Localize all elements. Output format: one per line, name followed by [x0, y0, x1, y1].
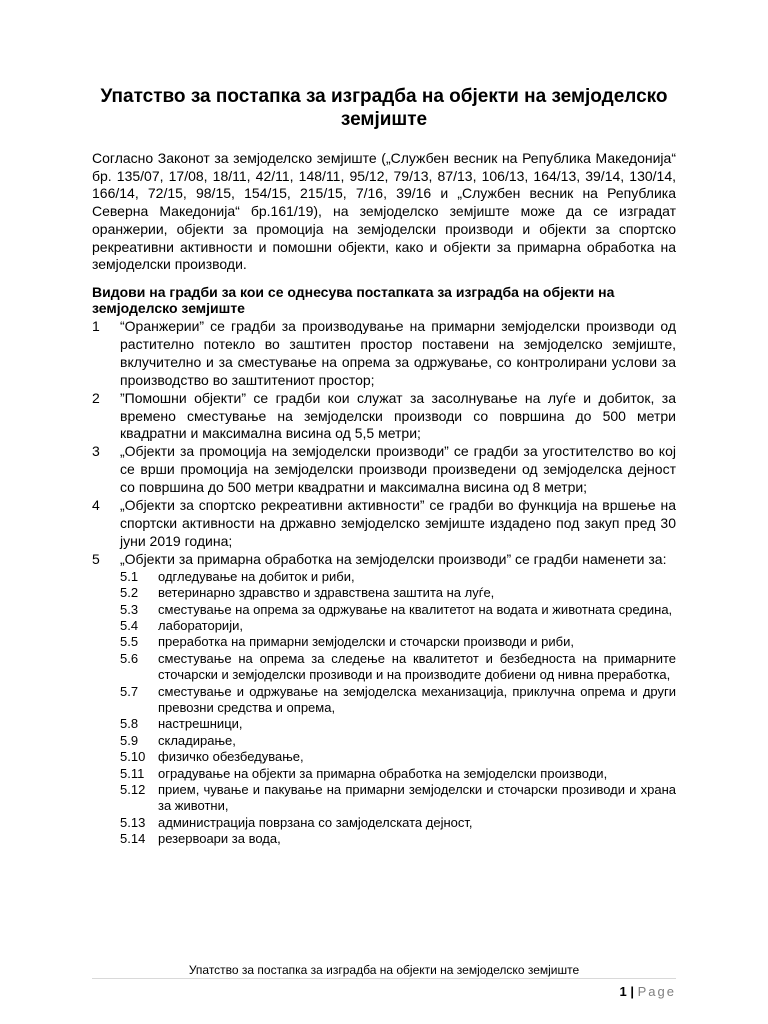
list-item	[92, 318, 676, 390]
sublist-item	[120, 634, 676, 650]
sublist-item	[120, 651, 676, 684]
page-word: Page	[637, 984, 676, 999]
sublist-item-text: преработка на примарни земјоделски и сточарски производи и риби,	[158, 634, 574, 650]
sublist-item-number: 5.12	[120, 781, 146, 797]
list-item-number: 5	[92, 550, 100, 567]
sublist-item-number: 5.4	[120, 617, 139, 633]
sublist-item-text: настрешници,	[158, 716, 243, 732]
list-item-number: 3	[92, 443, 100, 460]
sublist-item	[120, 585, 676, 601]
sublist-item-text: сместување на опрема за следење на квалитетот и безбедноста на примарните сточарски и земјоделски прозиводи и на производите добиени од нивна преработка,	[158, 650, 676, 683]
footer-divider	[92, 978, 676, 979]
list-item-text: “Оранжерии” се градби за производување на примарни земјоделски производи од растително потекло во заштитен простор поставени на земјоделско земјиште, вклучително и за сместување на опрема за одржување, со контролирани услови за производство во заштитениот простор;	[120, 318, 676, 388]
list-item-number: 2	[92, 389, 100, 406]
intro-paragraph: Согласно Законот за земјоделско земјиште („Службен весник на Република Македонија“ бр. 135/07, 17/08, 18/11, 42/11, 148/11, 95/12, 79/13, 87/13, 106/13, 164/13, 39/14, 130/14, 166/14, 72/15, 98/15, 154/15, 215/15, 7/16, 39/16 и „Службен весник на Република Северна Македонија“ бр.161/19), на земјоделско земјиште може да се изградат оранжерии, објекти за промоција на земјоделски производи и објекти за спортско рекреативни активности и помошни објекти, како и објекти за примарна обработка на земјоделски производи.	[92, 150, 676, 273]
sublist-item-number: 5.8	[120, 716, 139, 732]
sublist-item-text: складирање,	[158, 732, 236, 748]
page-number-separator: |	[630, 984, 634, 999]
building-types-list	[92, 318, 676, 848]
list-item-number: 4	[92, 497, 100, 514]
sublist-item-number: 5.7	[120, 683, 139, 699]
sublist-item-text: ветеринарно здравство и здравствена заштита на луѓе,	[158, 585, 495, 601]
page-number	[560, 984, 676, 1000]
sublist-item	[120, 569, 676, 585]
sublist-item-number: 5.9	[120, 732, 139, 748]
sublist-item	[120, 716, 676, 732]
sublist-item-text: лабораторији,	[158, 617, 243, 633]
document-title: Упатство за постапка за изградба на објекти на земјоделско земјиште	[100, 86, 668, 130]
sublist-item	[120, 831, 676, 847]
sublist-item	[120, 782, 676, 815]
sublist-item	[120, 684, 676, 717]
list-item-text: „Објекти за примарна обработка на земјоделски производи” се градби наменети за:	[120, 550, 667, 567]
list-item-number: 1	[92, 318, 100, 334]
sublist-item	[120, 766, 676, 782]
page-number-value: 1	[619, 984, 627, 999]
sublist-item	[120, 618, 676, 634]
sublist-item-text: прием, чување и пакување на примарни земјоделски и сточарски прозиводи и храна за животни,	[158, 781, 676, 814]
sublist-item-number: 5.13	[120, 814, 146, 830]
footer-title: Упатство за постапка за изградба на објекти на земјоделско земјиште	[188, 963, 580, 977]
sublist-item-text: сместување и одржување на земјоделска механизација, приклучна опрема и други превозни средства и опрема,	[158, 683, 676, 715]
sublist-item-number: 5.2	[120, 585, 139, 601]
sublist-item	[120, 749, 676, 765]
sublist-item-text: оградување на објекти за примарна обработка на земјоделски производи,	[158, 765, 608, 781]
sublist-item-text: администрација поврзана со замјоделската дејност,	[158, 814, 473, 830]
sublist-item-number: 5.1	[120, 568, 139, 584]
sublist-item-number: 5.3	[120, 601, 139, 617]
sublist	[120, 569, 676, 848]
sublist-item-number: 5.14	[120, 831, 146, 847]
list-item	[92, 497, 676, 551]
list-item	[92, 551, 676, 569]
sublist-item	[120, 733, 676, 749]
section-heading: Видови на градби за кои се однесува постапката за изградба на објекти на земјоделско земјиште	[92, 284, 615, 316]
list-item-text: „Објекти за промоција на земјоделски производи” се градби за угостителство во кој се врши промоција на земјоделски производи произведени од земјоделска дејност со површина до 500 метри квадратни и максимална висина од 8 метри;	[120, 443, 676, 496]
list-item	[92, 390, 676, 444]
list-item-text: „Објекти за спортско рекреативни активности” се градби во функција на вршење на спортски активности на државно земјоделско земјиште издадено под закуп пред 30 јуни 2019 година;	[120, 497, 676, 549]
sublist-item-text: резервоари за вода,	[158, 831, 281, 847]
sublist-item-text: физичко обезбедување,	[158, 749, 304, 765]
sublist-item-number: 5.10	[120, 749, 146, 765]
list-item	[92, 443, 676, 497]
sublist-item-number: 5.5	[120, 634, 139, 650]
sublist-item	[120, 602, 676, 618]
sublist-item-text: сместување на опрема за одржување на квалитетот на водата и животната средина,	[158, 601, 673, 617]
sublist-item-text: одгледување на добиток и риби,	[158, 568, 355, 584]
sublist-item-number: 5.11	[120, 765, 145, 781]
sublist-item-number: 5.6	[120, 650, 139, 666]
sublist-item	[120, 815, 676, 831]
list-item-text: ”Помошни објекти” се градби кои служат за засолнување на луѓе и добиток, за времено сместување на земјоделски производи со површина до 500 метри квадратни и максимална висина од 5,5 метри;	[120, 389, 676, 442]
